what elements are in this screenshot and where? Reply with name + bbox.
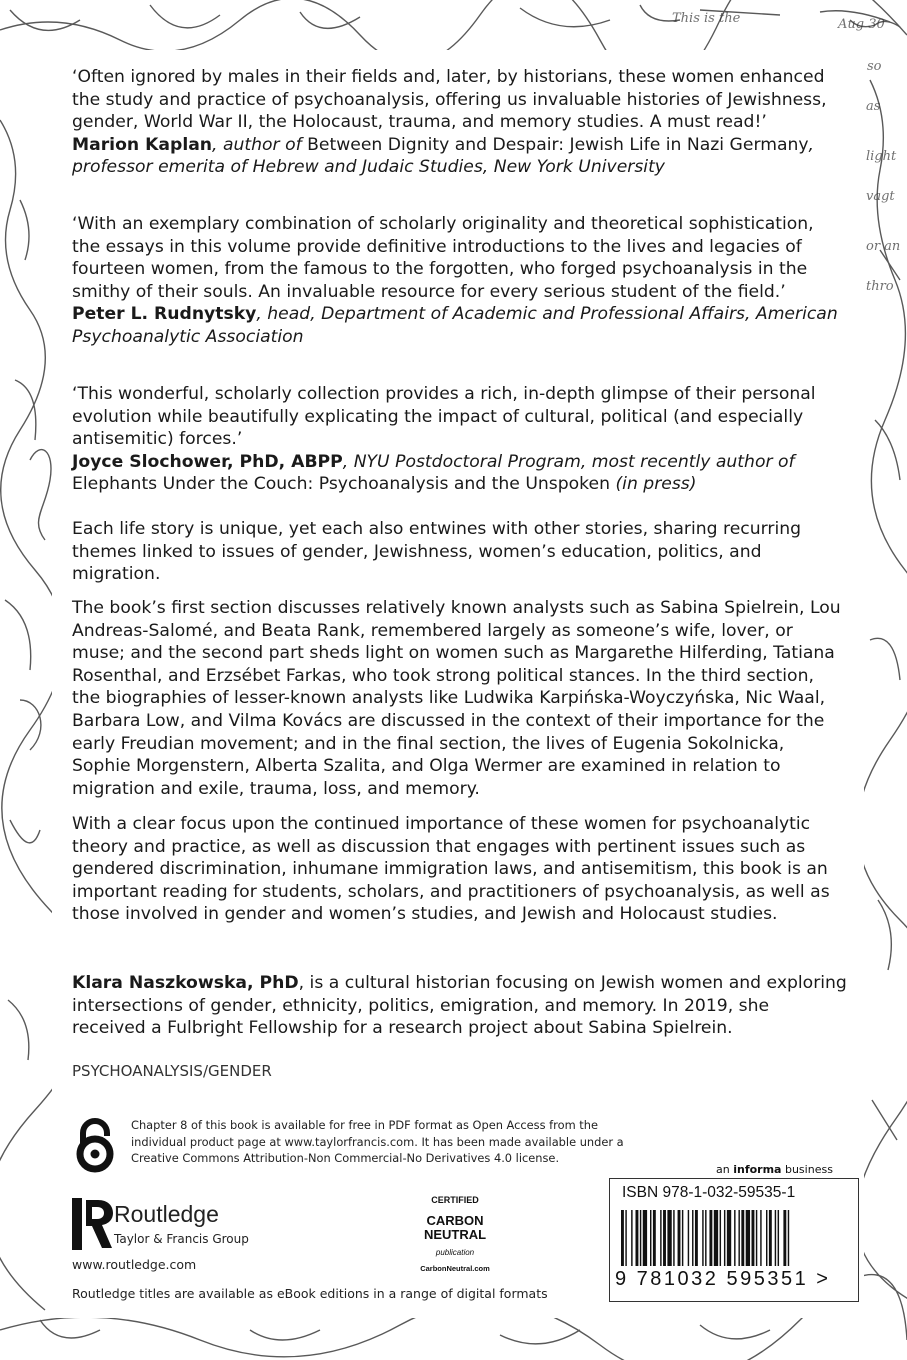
description-paragraph [72,813,847,926]
publisher-name: Routledge [114,1201,219,1227]
svg-text:or an: or an [866,239,901,254]
endorser-name: Joyce Slochower, PhD, ABPP [72,451,343,472]
barcode-bar [702,1210,703,1266]
endorser-affiliation: , professor emerita of Hebrew and Judaic Studies, New York University [72,134,815,177]
barcode-bar [720,1210,721,1266]
endorsement-attribution [72,451,842,496]
endorser-role: , author of [212,134,308,155]
informa-brand: informa [733,1163,782,1176]
barcode-bar [709,1210,712,1266]
carbon-neutral-badge [410,1185,500,1277]
description-text: The book’s first section discusses relatively known analysts such as Sabina Spielrein, Lou Andreas-Salomé, and Beata Rank, remembered largely as someone’s wife, lover, or muse; and the second part sheds light on women such as Margarethe Hilferding, Tatiana Rosenthal, and Erzsébet Farkas, who took strong political stances. In the third section, the biographies of lesser-known analysts like Ludwika Karpińska-Woyczyńska, Nic Waal, Barbara Low, and Vilma Kovács are discussed in the context of their importance for the early Freudian movement; and in the final section, the lives of Eugenia Sokolnicka, Sophie Morgenstern, Alberta Szalita, and Olga Wermer are examined in relation to migration and exile, trauma, loss, and memory. [72,598,841,799]
svg-text:thro: thro [866,279,894,294]
endorsement-attribution [72,303,842,348]
barcode-bar [688,1210,689,1266]
barcode-bar [769,1210,772,1266]
endorsement-kaplan [72,66,842,179]
open-access-note: Chapter 8 of this book is available for free in PDF format as Open Access from the individual product page at www.taylorfrancis.com. It has been made available under a Creative Commons Attribution-Non Commercial-No Derivatives 4.0 license. [131,1118,624,1165]
isbn-label: ISBN 978-1-032-59535-1 [622,1184,796,1201]
barcode-bar [778,1210,779,1266]
barcode-bar [621,1210,624,1266]
ebook-note: Routledge titles are available as eBook editions in a range of digital formats [72,1286,548,1301]
barcode-bar [775,1210,776,1266]
barcode-bar [625,1210,626,1266]
barcode-bar [741,1210,744,1266]
author-bio-text: , is a cultural historian focusing on Jewish women and exploring intersections of gender, ethnicity, politics, emigration, and memory. In 2019, she received a Fulbright Fellowship for a research project about Sabina Spielrein. [72,973,847,1039]
endorser-name: Peter L. Rudnytsky [72,304,257,324]
endorser-name: Marion Kaplan [72,134,213,155]
barcode-bar [727,1210,731,1266]
barcode-icon [615,1210,851,1268]
endorser-book-title: Between Dignity and Despair: Jewish Life in Nazi Germany [307,134,809,155]
endorsement-slochower [72,383,842,496]
barcode-bar [766,1210,767,1266]
author-bio [72,972,847,1040]
barcode-bar [682,1210,683,1266]
author-name: Klara Naszkowska, PhD [72,973,299,993]
svg-text:This is the: This is the [672,11,741,26]
barcode-bar [640,1210,641,1266]
barcode-bar [760,1210,761,1266]
barcode-bar [663,1210,666,1266]
barcode-bar [678,1210,681,1266]
endorsement-rudnytsky [72,213,842,348]
description-paragraph [72,597,847,800]
barcode-bar [705,1210,706,1266]
svg-text:vagt: vagt [866,189,895,204]
isbn-digits: 9 781032 595351 > [615,1268,831,1290]
informa-suffix: business [781,1163,833,1176]
carbon-badge-main1: CARBON [426,1213,484,1228]
carbon-badge-site: CarbonNeutral.com [420,1264,490,1273]
svg-text:Aug 30: Aug 30 [838,17,885,32]
informa-tagline [716,1163,833,1176]
description-text: Each life story is unique, yet each also entwines with other stories, sharing recurring themes linked to issues of gender, Jewishness, women’s education, politics, and migration. [72,519,802,585]
open-access-icon [72,1118,118,1174]
barcode-bar [746,1210,750,1266]
subject-category: PSYCHOANALYSIS/GENDER [72,1062,272,1080]
barcode-bar [788,1210,789,1266]
barcode-bar [714,1210,718,1266]
svg-text:as: as [866,99,881,114]
endorser-role: , head, Department of Academic and Professional Affairs, American Psychoanalytic Association [72,304,838,347]
barcode-bar [667,1210,671,1266]
endorsement-attribution [72,134,842,179]
barcode-bar [643,1210,647,1266]
endorsement-quote: ‘Often ignored by males in their fields and, later, by historians, these women enhanced the study and practice of psychoanalysis, offering us invaluable histories of Jewishness, gender, World War II, the Holocaust, trauma, and memory studies. A must read!’ [72,67,827,132]
informa-prefix: an [716,1163,734,1176]
publisher-group: Taylor & Francis Group [114,1232,249,1246]
endorser-role: , NYU Postdoctoral Program, most recently author of [342,451,795,472]
endorsement-quote: ‘With an exemplary combination of scholarly originality and theoretical sophistication, the essays in this volume provide definitive introductions to the lives and legacies of fourteen women, from the famous to the forgotten, who forged psychoanalysis in the smithy of their souls. An invaluable resource for every serious student of the field.’ [72,214,814,302]
svg-text:light: light [866,149,897,164]
description-paragraph [72,518,847,586]
carbon-badge-main2: NEUTRAL [423,1227,487,1242]
endorser-note: (in press) [610,474,697,494]
carbon-badge-top: CERTIFIED [431,1195,479,1205]
carbon-badge-sub: publication [435,1248,475,1257]
endorsement-quote: ‘This wonderful, scholarly collection provides a rich, in-depth glimpse of their personal evolution while beautifully explicating the impact of cultural, political (and especially antisemitic) forces.’ [72,384,816,449]
routledge-logo-icon [72,1198,114,1250]
endorser-book-title: Elephants Under the Couch: Psychoanalysis and the Unspoken [72,474,610,494]
barcode-bar [692,1210,693,1266]
barcode-bar [631,1210,632,1266]
barcode-bar [650,1210,651,1266]
barcode-bar [752,1210,755,1266]
barcode-bar [783,1210,786,1266]
barcode-bar [660,1210,661,1266]
barcode-bar [756,1210,757,1266]
publisher-website-link[interactable]: www.routledge.com [72,1257,197,1272]
barcode-bar [636,1210,639,1266]
barcode-bar [724,1210,725,1266]
barcode-bar [734,1210,735,1266]
barcode-bar [738,1210,739,1266]
svg-text:so: so [867,59,882,74]
barcode-bar [653,1210,656,1266]
barcode-bar [673,1210,674,1266]
description-text: With a clear focus upon the continued importance of these women for psychoanalytic theory and practice, as well as discussion that engages with pertinent issues such as gendered discrimination, inhumane immigration laws, and antisemitism, this book is an important reading for students, scholars, and practitioners of psychoanalysis, as well as those involved in gender and women’s studies, and Jewish and Holocaust studies. [72,814,830,925]
barcode-bar [695,1210,698,1266]
